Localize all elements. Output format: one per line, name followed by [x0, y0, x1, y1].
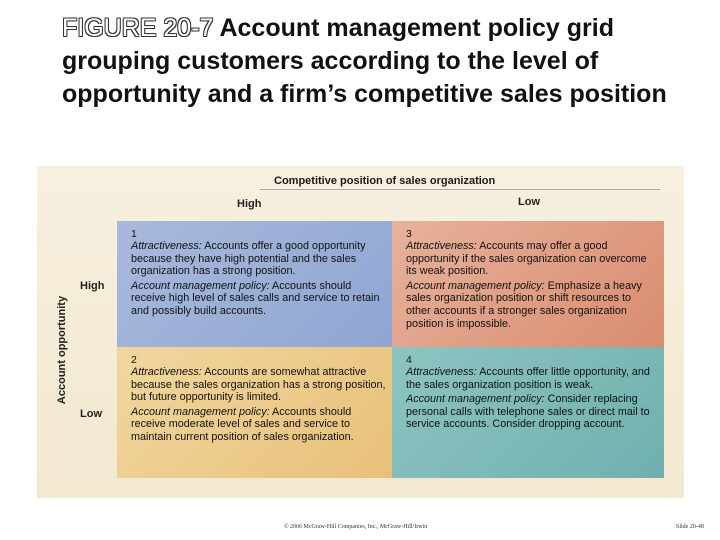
policy-body: Accounts should receive moderate level of sales and service to maintain current position of sales organization.	[131, 405, 354, 443]
policy-label: Account management policy:	[131, 279, 270, 292]
title-text: Account management policy grid grouping customers according to the level of opportunity and a firm’s competitive sales position	[62, 14, 667, 108]
attractiveness-text	[406, 240, 658, 278]
quadrant-number: 1	[131, 228, 137, 240]
attractiveness-body: Accounts offer a good opportunity because they have high potential and the sales organization has a strong position.	[131, 240, 366, 278]
policy-body: Emphasize a heavy sales organization position or shift resources to other accounts if a stronger sales organization position is impossible.	[406, 279, 642, 330]
policy-label: Account management policy:	[131, 405, 270, 418]
attractiveness-body: Accounts may offer a good opportunity if the sales organization can overcome its weak position.	[406, 240, 647, 278]
column-label-low: Low	[518, 196, 540, 208]
policy-body: Consider replacing personal calls with telephone sales or direct mail to service accounts. Consider dropping account.	[406, 393, 650, 431]
attractiveness-text	[131, 240, 386, 278]
column-label-high: High	[237, 198, 262, 210]
policy-text	[131, 280, 386, 318]
policy-text	[131, 406, 386, 444]
attractiveness-text	[131, 366, 386, 404]
quadrant-4	[392, 347, 664, 478]
attractiveness-label: Attractiveness:	[406, 366, 477, 378]
x-axis-line	[260, 189, 660, 190]
policy-label: Account management policy:	[406, 279, 545, 292]
x-axis-header: Competitive position of sales organization	[274, 175, 496, 187]
copyright-footer: © 2006 McGraw-Hill Companies, Inc., McGraw-Hill/Irwin	[284, 524, 428, 530]
slide-title	[62, 12, 702, 111]
row-label-low: Low	[80, 408, 102, 420]
attractiveness-text	[406, 366, 658, 391]
attractiveness-label: Attractiveness:	[131, 366, 202, 378]
attractiveness-body: Accounts are somewhat attractive because the sales organization has a strong position, but future opportunity is limited.	[131, 366, 386, 404]
policy-label: Account management policy:	[406, 393, 545, 406]
slide-number: Slide 20-48	[676, 524, 704, 530]
quadrant-number: 4	[406, 354, 412, 366]
attractiveness-label: Attractiveness:	[406, 240, 477, 252]
attractiveness-body: Accounts offer little opportunity, and the sales organization position is weak.	[406, 366, 650, 391]
row-label-high: High	[80, 280, 105, 292]
quadrant-1	[117, 221, 392, 347]
policy-body: Accounts should receive high level of sales calls and service to retain and possibly build accounts.	[131, 279, 380, 317]
quadrant-3	[392, 221, 664, 347]
quadrant-number: 3	[406, 228, 412, 240]
figure-label: FIGURE 20-7	[62, 14, 214, 42]
quadrant-number: 2	[131, 354, 137, 366]
policy-text	[406, 393, 658, 431]
quadrant-2	[117, 347, 392, 478]
policy-text	[406, 280, 658, 330]
y-axis-label: Account opportunity	[56, 295, 68, 405]
attractiveness-label: Attractiveness:	[131, 240, 202, 252]
